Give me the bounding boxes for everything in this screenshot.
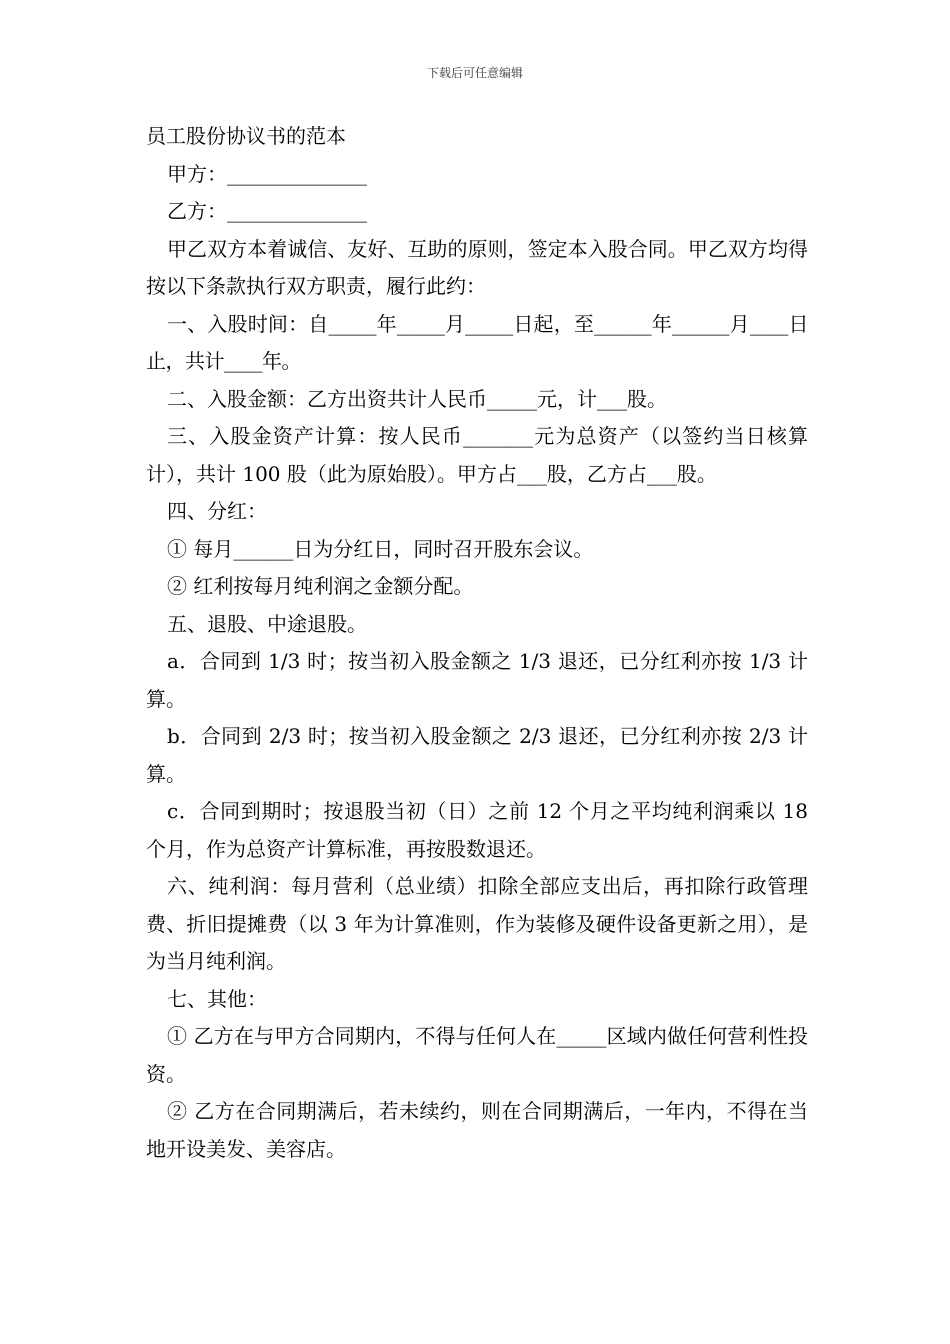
clause-7-heading: 七、其他： [167,986,267,1011]
clause-2-amount: 二、入股金额：乙方出资共计人民币_____元，计___股。 [167,386,667,411]
clause-5-item-c: c．合同到期时；按退股当初（日）之前 12 个月之平均纯利润乘以 18 个月，作为总资产计算标准，再按股数退还。 [146,799,808,861]
clause-5-item-b: b．合同到 2/3 时；按当初入股金额之 2/3 退还，已分红利亦按 2/3 计算。 [146,724,808,786]
clause-7-item-2: ② 乙方在合同期满后，若未续约，则在合同期满后，一年内，不得在当地开设美发、美容店。 [146,1099,808,1161]
clause-4-item-2: ② 红利按每月纯利润之金额分配。 [167,574,474,598]
clause-3-valuation: 三、入股金资产计算：按人民币_______元为总资产（以签约当日核算计），共计 100 股（此为原始股）。甲方占___股，乙方占___股。 [146,424,808,486]
document-title: 员工股份协议书的范本 [146,124,346,148]
document-body [146,118,808,1168]
clause-5-item-a: a．合同到 1/3 时；按当初入股金额之 1/3 退还，已分红利亦按 1/3 计算。 [146,649,808,711]
clause-4-item-1: ① 每月______日为分红日，同时召开股东会议。 [167,536,594,561]
page-header: 下载后可任意编辑 [426,66,523,80]
clause-5-heading: 五、退股、中途退股。 [167,611,367,636]
clause-6-net-profit: 六、纯利润：每月营利（总业绩）扣除全部应支出后，再扣除行政管理费、折旧提摊费（以 3 年为计算准则，作为装修及硬件设备更新之用），是为当月纯利润。 [146,874,808,973]
party-b-line: 乙方：______________ [167,199,367,223]
clause-7-item-1: ① 乙方在与甲方合同期内，不得与任何人在_____区域内做任何营利性投资。 [146,1024,808,1086]
party-a-line: 甲方：______________ [167,161,367,186]
preamble-paragraph: 甲乙双方本着诚信、友好、互助的原则，签定本入股合同。甲乙双方均得按以下条款执行双方职责，履行此约： [146,236,808,298]
clause-1-term: 一、入股时间：自_____年_____月_____日起，至______年______月____日止，共计____年。 [146,311,808,373]
clause-4-heading: 四、分红： [167,499,267,523]
